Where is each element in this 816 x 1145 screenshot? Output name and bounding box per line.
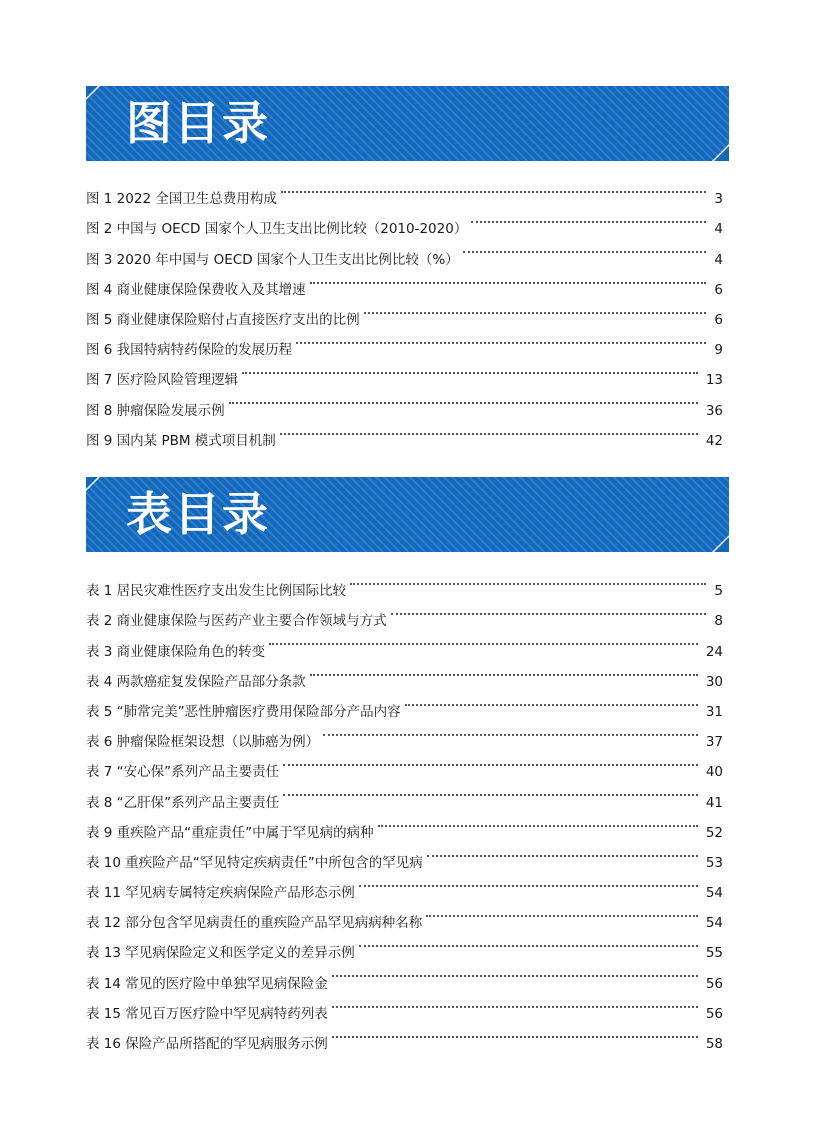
toc-leader-dots: [359, 867, 698, 897]
figures-section-banner: [86, 86, 729, 161]
toc-entry-page: 30: [705, 673, 723, 690]
toc-leader-dots: [332, 988, 698, 1018]
toc-entry-page: 54: [705, 915, 723, 932]
toc-entry-label: 表 15 常见百万医疗险中罕见病特药列表: [86, 1005, 328, 1022]
toc-leader-dots: [378, 807, 698, 837]
toc-entry[interactable]: [86, 173, 723, 208]
toc-entry-label: 表 1 居民灾难性医疗支出发生比例国际比较: [86, 583, 347, 600]
toc-leader-dots: [229, 384, 698, 414]
toc-entry-page: 53: [705, 854, 723, 871]
toc-entry-page: 6: [714, 281, 723, 298]
toc-entry-label: 表 3 商业健康保险角色的转变: [86, 643, 266, 660]
toc-leader-dots: [332, 957, 698, 987]
toc-leader-dots: [405, 686, 698, 716]
toc-entry-label: 表 10 重疾险产品“罕见特定疾病责任”中所包含的罕见病: [86, 854, 423, 871]
toc-leader-dots: [332, 1018, 698, 1048]
toc-entry-page: 54: [705, 885, 723, 902]
toc-entry-page: 56: [705, 975, 723, 992]
toc-leader-dots: [323, 716, 698, 746]
toc-leader-dots: [310, 656, 698, 686]
toc-entry-label: 表 4 两款癌症复发保险产品部分条款: [86, 673, 306, 690]
toc-leader-dots: [463, 233, 707, 263]
toc-entry-page: 24: [705, 643, 723, 660]
toc-entry-page: 31: [705, 703, 723, 720]
toc-leader-dots: [283, 746, 698, 776]
toc-entry-label: 图 2 中国与 OECD 国家个人卫生支出比例比较（2010-2020）: [86, 221, 468, 238]
toc-entry-page: 3: [714, 191, 723, 208]
toc-entry-label: 表 16 保险产品所搭配的罕见病服务示例: [86, 1036, 328, 1052]
toc-entry-page: 6: [714, 311, 723, 328]
toc-entry-label: 表 6 肿瘤保险框架设想（以肺癌为例）: [86, 734, 320, 751]
toc-entry-page: 37: [705, 734, 723, 751]
toc-entry-label: 表 11 罕见病专属特定疾病保险产品形态示例: [86, 885, 355, 902]
toc-entry-page: 4: [714, 221, 723, 238]
toc-entry-label: 表 7 “安心保”系列产品主要责任: [86, 764, 280, 781]
tables-list: [86, 565, 723, 1052]
figures-section-title: 图目录: [126, 96, 270, 150]
toc-entry-label: 图 1 2022 全国卫生总费用构成: [86, 191, 277, 208]
toc-entry-label: 图 7 医疗险风险管理逻辑: [86, 372, 239, 389]
toc-leader-dots: [391, 595, 707, 625]
toc-entry-label: 表 13 罕见病保险定义和医学定义的差异示例: [86, 945, 355, 962]
toc-entry-label: 图 4 商业健康保险保费收入及其增速: [86, 281, 306, 298]
toc-entry-label: 表 12 部分包含罕见病责任的重疾险产品罕见病病种名称: [86, 915, 423, 932]
toc-leader-dots: [359, 927, 698, 957]
toc-entry-label: 图 8 肿瘤保险发展示例: [86, 402, 225, 419]
toc-leader-dots: [364, 294, 707, 324]
toc-entry-label: 表 2 商业健康保险与医药产业主要合作领域与方式: [86, 613, 387, 630]
tables-section-banner: [86, 477, 729, 552]
toc-entry-page: 42: [705, 432, 723, 449]
toc-entry-page: 36: [705, 402, 723, 419]
toc-entry-page: 56: [705, 1005, 723, 1022]
tables-section-title: 表目录: [126, 487, 270, 541]
toc-entry-page: 13: [705, 372, 723, 389]
toc-entry-label: 图 3 2020 年中国与 OECD 国家个人卫生支出比例比较（%）: [86, 251, 459, 268]
toc-leader-dots: [281, 173, 707, 203]
toc-entry-page: 58: [705, 1036, 723, 1052]
toc-leader-dots: [427, 837, 698, 867]
toc-entry-page: 4: [714, 251, 723, 268]
toc-entry-page: 40: [705, 764, 723, 781]
toc-entry-label: 表 5 “肺常完美”恶性肿瘤医疗费用保险部分产品内容: [86, 703, 401, 720]
toc-leader-dots: [296, 324, 706, 354]
toc-entry-page: 8: [714, 613, 723, 630]
toc-leader-dots: [471, 203, 706, 233]
toc-leader-dots: [426, 897, 698, 927]
toc-leader-dots: [280, 415, 698, 445]
toc-entry-page: 41: [705, 794, 723, 811]
toc-entry-label: 图 9 国内某 PBM 模式项目机制: [86, 432, 276, 449]
toc-leader-dots: [269, 625, 698, 655]
toc-entry-page: 5: [714, 583, 723, 600]
toc-leader-dots: [350, 565, 706, 595]
toc-entry-page: 9: [714, 342, 723, 359]
toc-leader-dots: [242, 354, 698, 384]
toc-leader-dots: [310, 264, 707, 294]
toc-entry-label: 图 6 我国特病特药保险的发展历程: [86, 342, 293, 359]
toc-entry-label: 表 14 常见的医疗险中单独罕见病保险金: [86, 975, 328, 992]
toc-leader-dots: [283, 776, 698, 806]
figures-list: [86, 173, 723, 449]
toc-entry-label: 表 9 重疾险产品“重症责任”中属于罕见病的病种: [86, 824, 374, 841]
toc-entry[interactable]: [86, 565, 723, 600]
toc-entry-label: 表 8 “乙肝保”系列产品主要责任: [86, 794, 280, 811]
toc-entry-page: 55: [705, 945, 723, 962]
toc-entry-page: 52: [705, 824, 723, 841]
toc-entry-label: 图 5 商业健康保险赔付占直接医疗支出的比例: [86, 311, 360, 328]
